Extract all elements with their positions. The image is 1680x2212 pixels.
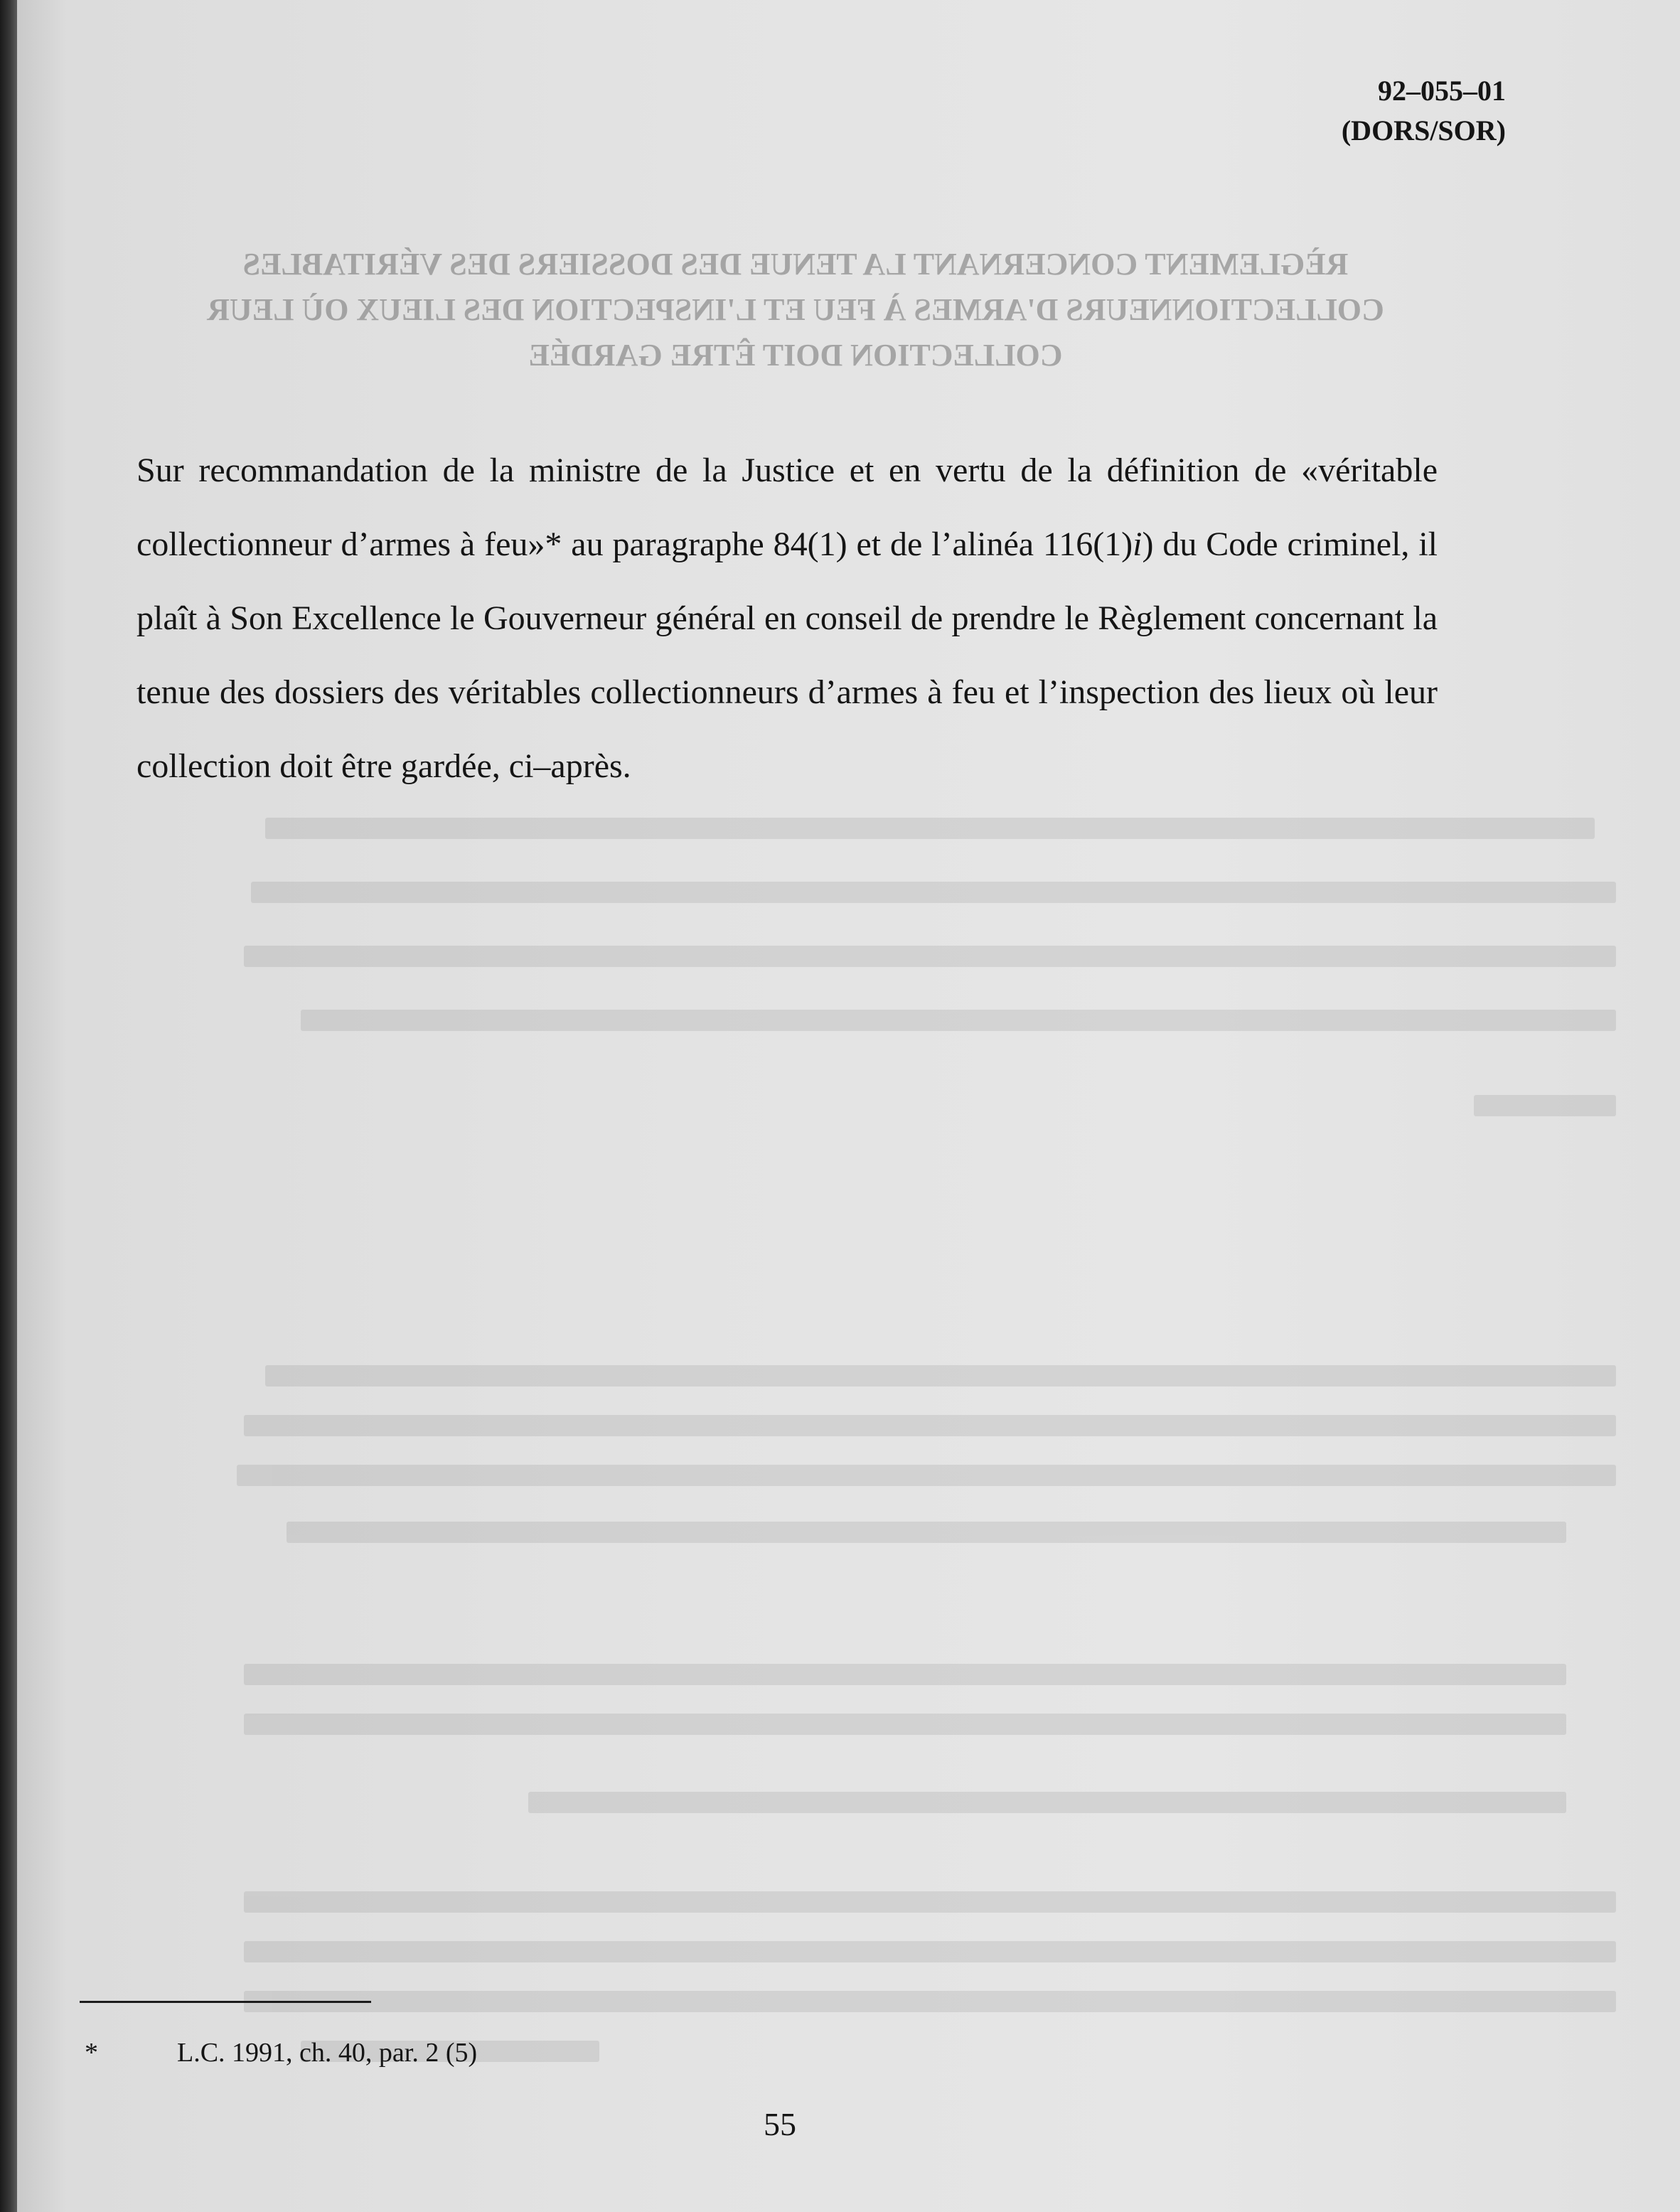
registration-code: (DORS/SOR) xyxy=(1341,114,1506,146)
footnote-divider xyxy=(80,2001,371,2003)
page-number: 55 xyxy=(764,2106,796,2142)
reverse-side-title: RÈGLEMENT CONCERNANT LA TENUE DES DOSSIERS DES VÉRITABLES COLLECTIONNEURS D'ARMES À FEU ET L'INSPECTION DES LIEUX OÙ LEUR COLLECTION DOIT ÊTRE GARDÉE xyxy=(207,247,1384,373)
paragraph-text-part-1: Sur recommandation de la ministre de la Justice et en vertu de la définition de «véritable collectionneur d’armes à feu»* au paragraphe 84(1) et de l’alinéa 116(1) xyxy=(137,452,1438,563)
enacting-paragraph xyxy=(137,434,1438,803)
document-page xyxy=(17,0,1680,2212)
document-number: 92–055–01 xyxy=(1378,75,1506,107)
document-identifier xyxy=(1342,71,1506,151)
footnote xyxy=(85,2035,477,2071)
book-binding-shadow xyxy=(0,0,17,2212)
footnote-marker: * xyxy=(85,2038,98,2068)
footnote-text: L.C. 1991, ch. 40, par. 2 (5) xyxy=(177,2038,478,2068)
paragraph-text-part-2: ) du Code criminel, il plaît à Son Excellence le Gouverneur général en conseil de prendre le Règlement concernant la tenue des dossiers des véritables collectionneurs d’armes à feu et l’inspection des lieux où leur collection doit être gardée, ci–après. xyxy=(137,525,1438,785)
paragraph-italic-letter: i xyxy=(1133,525,1143,563)
